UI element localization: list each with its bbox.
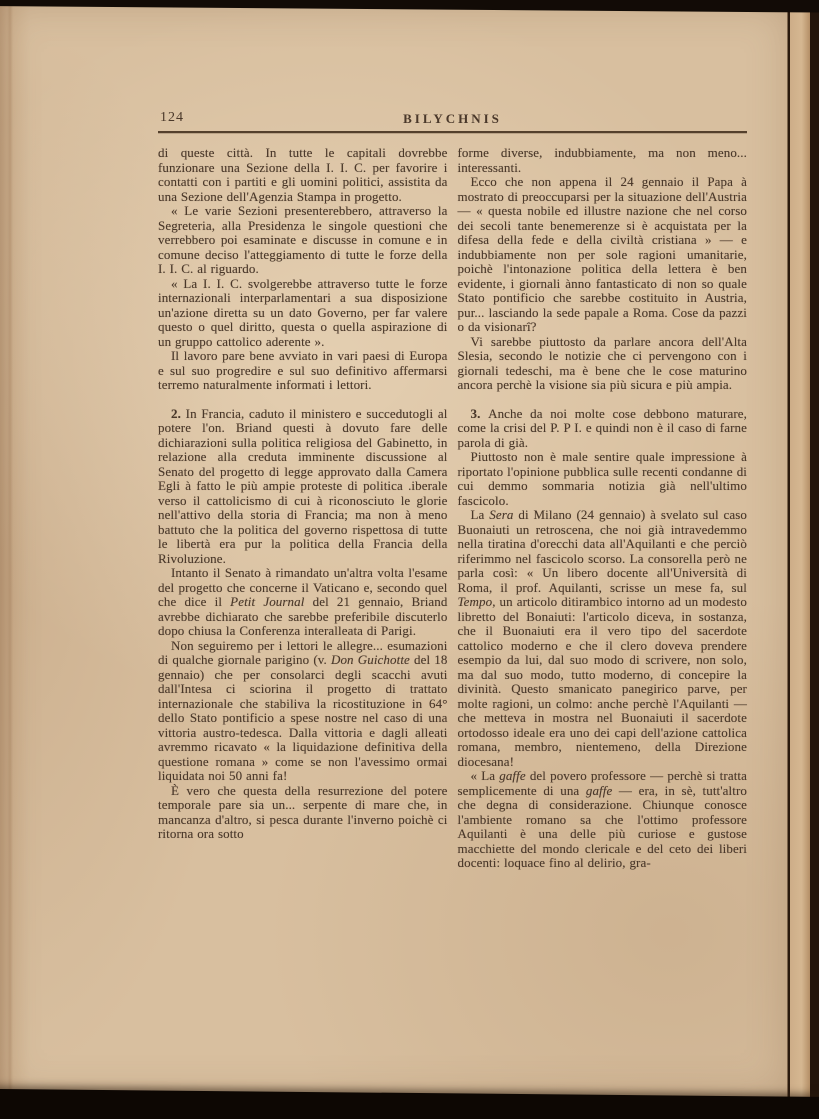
body-text: di queste città. In tutte le capitali dovrebbe funzionare una Sezione della I. I. C. per favorire i contatti con i partiti e gli uomini politici, assistita da una Sezione dell'Agenzia Stampa in progetto. xyxy=(158,145,448,204)
bold-section-number: 2. xyxy=(171,405,186,421)
book-spine-shadow xyxy=(810,0,819,1119)
paragraph xyxy=(158,277,448,350)
body-text: forme diverse, indubbiamente, ma non meno... interessanti. xyxy=(457,145,747,175)
paragraph xyxy=(458,335,748,393)
italic-text: gaffe xyxy=(499,768,526,783)
page-crease xyxy=(9,5,11,1097)
text-column-left xyxy=(158,146,448,871)
paragraph xyxy=(458,146,748,175)
paragraph xyxy=(458,175,748,335)
paragraph xyxy=(158,204,448,277)
body-text: del 18 gennaio) che per consolarci degli scacchi avuti dall'Intesa ci sciorina il progetto di trattato internazionale che stabiliva la ricostituzione in 64° dello Stato pontificio a spese nostre nel caso di una vittoria austro-tedesca. Dalla vittoria e dagli alleati avremmo ricavato « la liquidazione definitiva della questione romana » come se non l'avessimo ormai liquidata noi 50 anni fa! xyxy=(158,652,448,783)
body-text: del povero professore — perchè si tratta semplicemente di una xyxy=(457,768,747,798)
italic-text: Don Guichotte xyxy=(330,652,410,667)
body-text: È vero che questa della resurrezione del potere temporale pare sia un... serpente di mare che, in mancanza d'altro, si pesca durante l'inverno poichè ci ritorna ora sotto xyxy=(158,782,448,841)
body-text: Ecco che non appena il 24 gennaio il Papa à mostrato di preoccuparsi per la situazione dell'Austria — « questa nobile ed illustre nazione che nel corso dei secoli tante benemerenze si è acquistata per la difesa della fede e della civiltà cristiana » — e indubbiamente non per sole ragioni umanitarie, poichè l'intonazione politica della lettera è ben evidente, i giornali ànno fantasticato di non so quale Stato pontificio che sarebbe costituito in Austria, pur... lasciando la sede papale a Roma. Cose da pazzi o da visionarî? xyxy=(457,174,747,334)
body-text: Intanto il Senato à rimandato un'altra volta l'esame del progetto che concerne il Vaticano e, secondo quel che dice il xyxy=(158,565,448,609)
body-text: Anche da noi molte cose debbono maturare, come la crisi del P. P I. e quindi non è il caso di farne parola di già. xyxy=(457,405,747,450)
text-column-right xyxy=(458,146,748,871)
body-text: di Milano (24 gennaio) à svelato sul caso Buonaiuti un retroscena, che noi già intravedemmo nella tiratina d'orecchi data all'Aquilanti e che perciò riferimmo nel fascicolo scorso. La consorella però ne parla così: « Un libero docente all'Università di Roma, il prof. Aquilanti, scrisse un mese fa, sul xyxy=(457,507,747,595)
text-columns xyxy=(158,146,747,871)
paragraph xyxy=(158,784,448,842)
paragraph xyxy=(458,769,748,871)
body-text: « La xyxy=(470,768,500,783)
body-text: La xyxy=(470,507,490,522)
body-text: — era, in sè, tutt'altro che degna di considerazione. Chiunque conosce l'ambiente romano sa che l'ottimo professore Aquilanti è una delle più curiose e gustose macchiette del mondo clericale e del ceto dei liberi docenti: loquace fino al delirio, gra- xyxy=(457,782,748,870)
printed-content xyxy=(158,110,747,871)
body-text: In Francia, caduto il ministero e succedutogli al potere l'on. Briand questi à dovuto fare delle dichiarazioni sulla politica religiosa del Gabinetto, in relazione alla creduta imminente discussione al Senato del progetto di legge approvato dalla Camera Egli à fatto le più ampie proteste di politica .iberale verso il cattolicismo di cui à riconosciuto le glorie nell'attivo della storia di Francia; ma non à meno battuto che la politica del governo rispettosa di tutte le libertà era pur la politica della Francia della Rivoluzione. xyxy=(158,405,448,566)
book-fore-edge xyxy=(790,0,811,1107)
paragraph xyxy=(458,508,748,769)
body-text: Il lavoro pare bene avviato in vari paesi di Europa e sul suo progredire e sul suo definitivo affermarsi terremo naturalmente informati i lettori. xyxy=(158,348,448,392)
running-header xyxy=(158,110,747,128)
body-text: Piuttosto non è male sentire quale impressione à riportato l'opinione pubblica sulle recenti condanne di cui demmo sommaria notizia già nell'ultimo fascicolo. xyxy=(457,449,747,508)
body-text: « Le varie Sezioni presenterebbero, attraverso la Segreteria, alla Presidenza le singole questioni che verrebbero poi esaminate e discusse in comune e in comune deciso l'atteggiamento di tutte le forze della I. I. C. al riguardo. xyxy=(158,203,448,276)
paragraph xyxy=(158,407,448,567)
bold-section-number: 3. xyxy=(470,405,489,421)
italic-text: Sera xyxy=(489,507,514,522)
paragraph xyxy=(158,639,448,784)
paragraph xyxy=(458,407,748,451)
paragraph xyxy=(158,349,448,393)
body-text: del 21 gennaio, Briand avrebbe dichiarato che sarebbe preferibile discuterlo dopo chiusa la Conferenza interalleata di Parigi. xyxy=(158,594,448,638)
journal-title: BILYCHNIS xyxy=(403,111,502,126)
body-text: , un articolo ditirambico intorno ad un modesto libretto del Bonaiuti: l'articolo diceva, in sostanza, che il Buonaiuti era il vero tipo del sacerdote cattolico moderno e che il clero doveva prendere esempio da lui, dal suo modo di scrivere, non solo, ma dal suo modo, tutto moderno, di concepire la divinità. Questo smanicato panegirico parve, per molte ragioni, un colmo: anche perchè l'Aquilanti — che metteva in mostra nel Buonaiuti il sacerdote ortodosso ideale era uno dei capi dell'azione cattolica romana, membro, nientemeno, della Direzione diocesana! xyxy=(457,594,747,769)
page-deckle-edge xyxy=(0,5,30,1097)
body-text: « La I. I. C. svolgerebbe attraverso tutte le forze internazionali interparlamentari a sua disposizione un'azione diretta su un dato Governo, per far valere questo o quel diritto, questa o quella aspirazione di un gruppo cattolico aderente ». xyxy=(158,275,448,349)
body-text: Vi sarebbe piuttosto da parlare ancora dell'Alta Slesia, secondo le notizie che ci pervengono con i giornali tedeschi, ma è bene che le cose maturino ancora perchè la visione sia più sicura e più ampia. xyxy=(457,333,747,392)
body-text: Non seguiremo per i lettori le allegre... esumazioni di qualche giornale parigino (v. xyxy=(158,637,448,667)
page-number: 124 xyxy=(160,110,184,125)
header-rule xyxy=(158,131,747,133)
italic-text: gaffe xyxy=(585,782,613,798)
italic-text: Petit Journal xyxy=(230,594,305,609)
paragraph xyxy=(158,566,448,639)
paragraph xyxy=(458,450,748,508)
italic-text: Tempo xyxy=(457,594,493,609)
paragraph xyxy=(158,146,448,204)
